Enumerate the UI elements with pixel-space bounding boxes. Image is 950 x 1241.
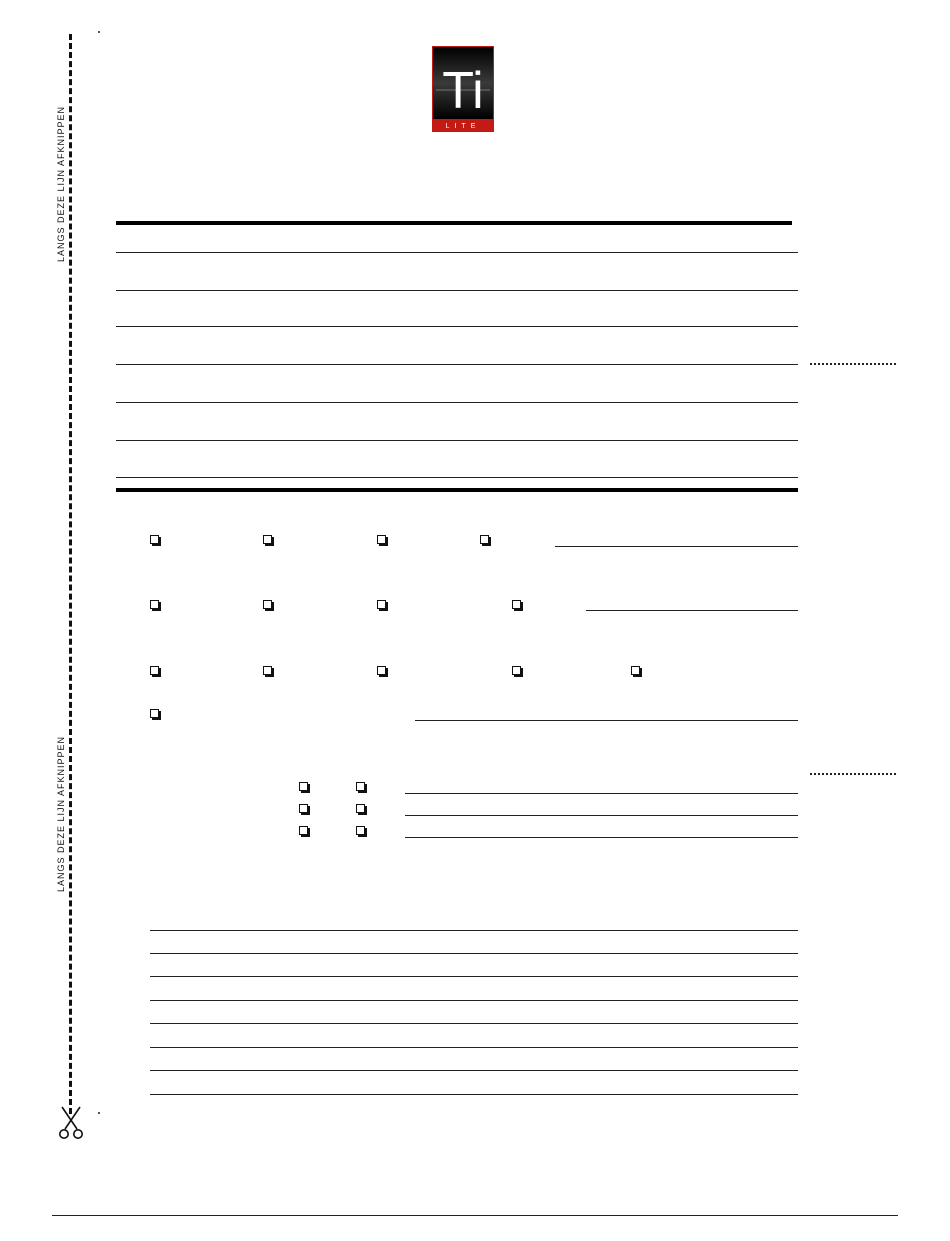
scissors-icon	[58, 1105, 84, 1141]
registration-mark	[98, 1112, 100, 1114]
checkbox[interactable]	[512, 600, 521, 609]
section-rule-top	[116, 221, 792, 225]
checkbox[interactable]	[299, 782, 308, 791]
comment-line[interactable]	[150, 1023, 798, 1024]
form-line[interactable]	[116, 440, 798, 441]
form-line[interactable]	[116, 477, 798, 478]
checkbox[interactable]	[150, 600, 159, 609]
comment-line[interactable]	[150, 1070, 798, 1071]
form-line[interactable]	[116, 364, 798, 365]
form-line[interactable]	[116, 402, 798, 403]
fold-mark	[810, 773, 896, 775]
answer-line[interactable]	[405, 815, 798, 816]
footer-rule	[52, 1215, 898, 1216]
comment-line[interactable]	[150, 1094, 798, 1095]
checkbox[interactable]	[377, 600, 386, 609]
comment-line[interactable]	[150, 1047, 798, 1048]
section-rule-bottom	[116, 488, 798, 492]
comment-line[interactable]	[150, 1000, 798, 1001]
comment-line[interactable]	[150, 953, 798, 954]
checkbox[interactable]	[631, 666, 640, 675]
other-input-line[interactable]	[555, 546, 798, 547]
checkbox[interactable]	[299, 804, 308, 813]
checkbox[interactable]	[150, 709, 159, 718]
checkbox[interactable]	[263, 600, 272, 609]
checkbox[interactable]	[512, 666, 521, 675]
form-line[interactable]	[116, 252, 798, 253]
ti-lite-logo	[432, 46, 494, 132]
checkbox[interactable]	[299, 826, 308, 835]
comment-line[interactable]	[150, 930, 798, 931]
checkbox[interactable]	[263, 666, 272, 675]
checkbox[interactable]	[263, 535, 272, 544]
checkbox[interactable]	[356, 826, 365, 835]
answer-line[interactable]	[405, 837, 798, 838]
checkbox[interactable]	[150, 535, 159, 544]
svg-text:LITE: LITE	[445, 123, 481, 130]
registration-mark	[98, 31, 100, 33]
checkbox[interactable]	[356, 804, 365, 813]
answer-line[interactable]	[405, 793, 798, 794]
other-input-line[interactable]	[415, 720, 798, 721]
fold-mark	[810, 363, 896, 365]
checkbox[interactable]	[150, 666, 159, 675]
svg-text:Ti: Ti	[442, 62, 484, 120]
cut-label-bottom: LANGS DEZE LIJN AFKNIPPEN	[56, 735, 66, 892]
form-line[interactable]	[116, 326, 798, 327]
comment-line[interactable]	[150, 976, 798, 977]
cut-line	[69, 34, 72, 1114]
cut-label-top: LANGS DEZE LIJN AFKNIPPEN	[56, 105, 66, 262]
checkbox[interactable]	[377, 666, 386, 675]
checkbox[interactable]	[480, 535, 489, 544]
other-input-line[interactable]	[586, 610, 798, 611]
checkbox[interactable]	[356, 782, 365, 791]
form-line[interactable]	[116, 290, 798, 291]
checkbox[interactable]	[377, 535, 386, 544]
